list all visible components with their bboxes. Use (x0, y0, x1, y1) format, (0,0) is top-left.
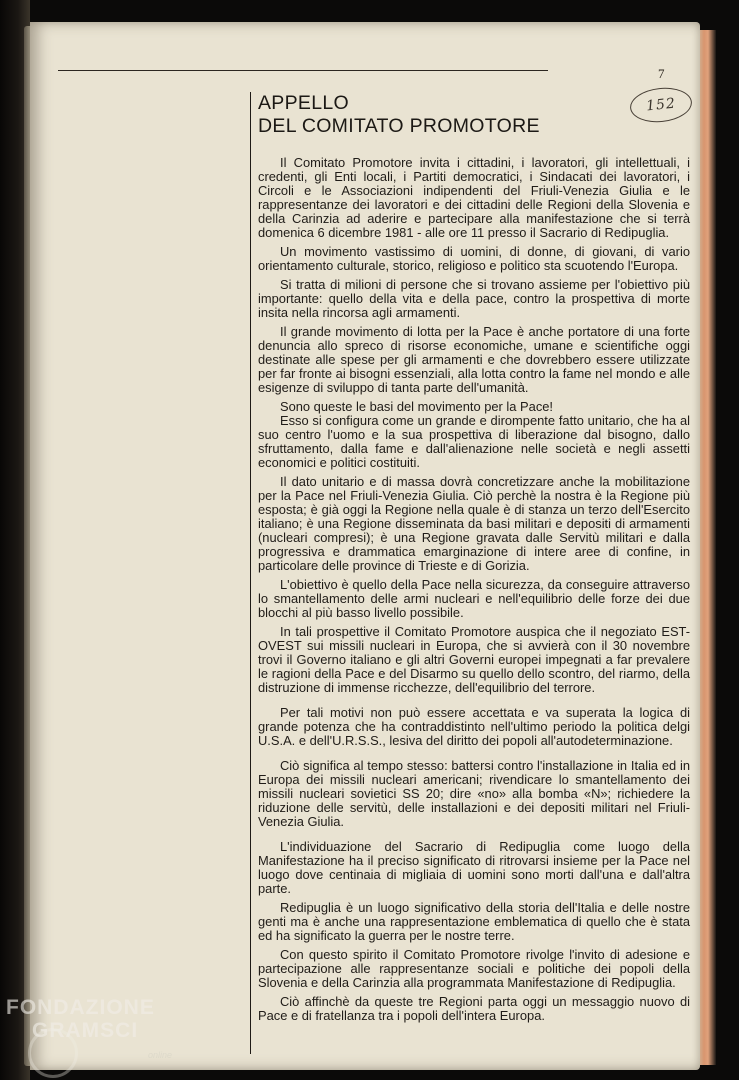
paragraph: In tali prospettive il Comitato Promotore auspica che il negoziato EST-OVEST sui missili nucleari in Europa, che si avvierà con il 30 novembre trovi il Governo italiano e gli altri Governi europei impegnati a far prevalere le ragioni della Pace e del Disarmo su quello dello scontro, del riarmo, della distruzione di immense ricchezze, dell'equilibrio del terrore. (258, 624, 690, 695)
paragraph: L'obiettivo è quello della Pace nella sicurezza, da conseguire attraverso lo smantellamento delle armi nucleari e nell'equilibrio delle forze dei due blocchi al più basso livello possibile. (258, 577, 690, 620)
archive-stamp (628, 85, 693, 125)
paragraph: Con questo spirito il Comitato Promotore rivolge l'invito di adesione e partecipazione alle rappresentanze sociali e politiche dei popoli della Slovenia e della Carinzia alla programmata Manifestazione di Redipuglia. (258, 947, 690, 990)
paragraph: Sono queste le basi del movimento per la Pace! (280, 399, 554, 414)
title-line-1: APPELLO (258, 92, 349, 114)
watermark-line-2: GRAMSCI (32, 1019, 139, 1042)
paragraph: Redipuglia è un luogo significativo della storia dell'Italia e delle nostre genti ma è anche una rappresentazione emblematica di quello che è stata ed ha significato la guerra per le nostre terre. (258, 900, 690, 943)
watermark (6, 996, 155, 1042)
paragraph: Ciò affinchè da queste tre Regioni parta oggi un messaggio nuovo di Pace e di fratellanza tra i popoli dell'intera Europa. (258, 994, 690, 1023)
header-rule (58, 70, 548, 71)
column-rule (250, 92, 251, 1054)
document-page (30, 22, 700, 1070)
watermark-online: online (148, 1050, 173, 1060)
page-title (258, 92, 540, 138)
paragraph: Un movimento vastissimo di uomini, di donne, di giovani, di vario orientamento culturale, storico, religioso e politico sta scuotendo l'Europa. (258, 244, 690, 273)
stamp-number: 152 (645, 95, 677, 115)
paragraph: L'individuazione del Sacrario di Redipuglia come luogo della Manifestazione ha il preciso significato di ritrovarsi insieme per la Pace nel luogo dove centinaia di migliaia di uomini sono morti dall'una e dall'altra parte. (258, 839, 690, 896)
paragraph: Ciò significa al tempo stesso: battersi contro l'installazione in Italia ed in Europa dei missili nucleari americani; rivendicare lo smantellamento dei missili nucleari sovietici SS 20; dire «no» alla bomba «N»; richiedere la riduzione delle servitù, delle installazioni e dei depositi militari nel Friuli-Venezia Giulia. (258, 758, 690, 829)
page-number: 7 (658, 66, 665, 81)
title-line-2: DEL COMITATO PROMOTORE (258, 115, 540, 137)
paragraph: Il dato unitario e di massa dovrà concretizzare anche la mobilitazione per la Pace nel Friuli-Venezia Giulia. Ciò perchè la nostra è la Regione più esposta; è già oggi la Regione nella quale è di stanza un terzo dell'Esercito italiano; è una Regione disseminata da basi militari e depositi di armamenti (nucleari compresi); è una Regione gravata dalle Servitù militari e dalla progressiva e drammatica emarginazione di intere aree di confine, in particolare delle province di Trieste e di Gorizia. (258, 474, 690, 573)
paragraph: Si tratta di milioni di persone che si trovano assieme per l'obiettivo più importante: quello della vita e della pace, contro la prospettiva di morte insita nella rincorsa agli armamenti. (258, 277, 690, 320)
appeal-body (258, 156, 690, 1023)
paragraph: Esso si configura come un grande e dirompente fatto unitario, che ha al suo centro l'uomo e la sua prospettiva di liberazione dal bisogno, dallo sfruttamento, dalla fame e dall'alienazione nelle società e negli assetti economici e politici costituiti. (258, 413, 690, 470)
watermark-line-1: FONDAZIONE (6, 996, 155, 1019)
paragraph: Il grande movimento di lotta per la Pace è anche portatore di una forte denuncia allo spreco di risorse economiche, umane e scientifiche oggi destinate alle spese per gli armamenti e che dovrebbero essere utilizzate per far fronte ai bisogni essenziali, alla lotta contro la fame nel mondo e alle esigenze di sviluppo di tanta parte dell'umanità. (258, 324, 690, 395)
paragraph: Per tali motivi non può essere accettata e va superata la logica di grande potenza che ha contraddistinto nell'ultimo periodo la politica delgi U.S.A. e dell'U.R.S.S., lesiva del diritto dei popoli all'autodeterminazione. (258, 705, 690, 748)
paragraph: Il Comitato Promotore invita i cittadini, i lavoratori, gli intellettuali, i credenti, gli Enti locali, i Partiti democratici, i Sindacati dei lavoratori, i Circoli e le Associazioni indipendenti del Friuli-Venezia Giulia e le rappresentanze dei lavoratori e dei cittadini delle Regioni della Slovenia e della Carinzia ad aderire e partecipare alla manifestazione che si terrà domenica 6 dicembre 1981 - alle ore 11 presso il Sacrario di Redipuglia. (258, 155, 690, 240)
